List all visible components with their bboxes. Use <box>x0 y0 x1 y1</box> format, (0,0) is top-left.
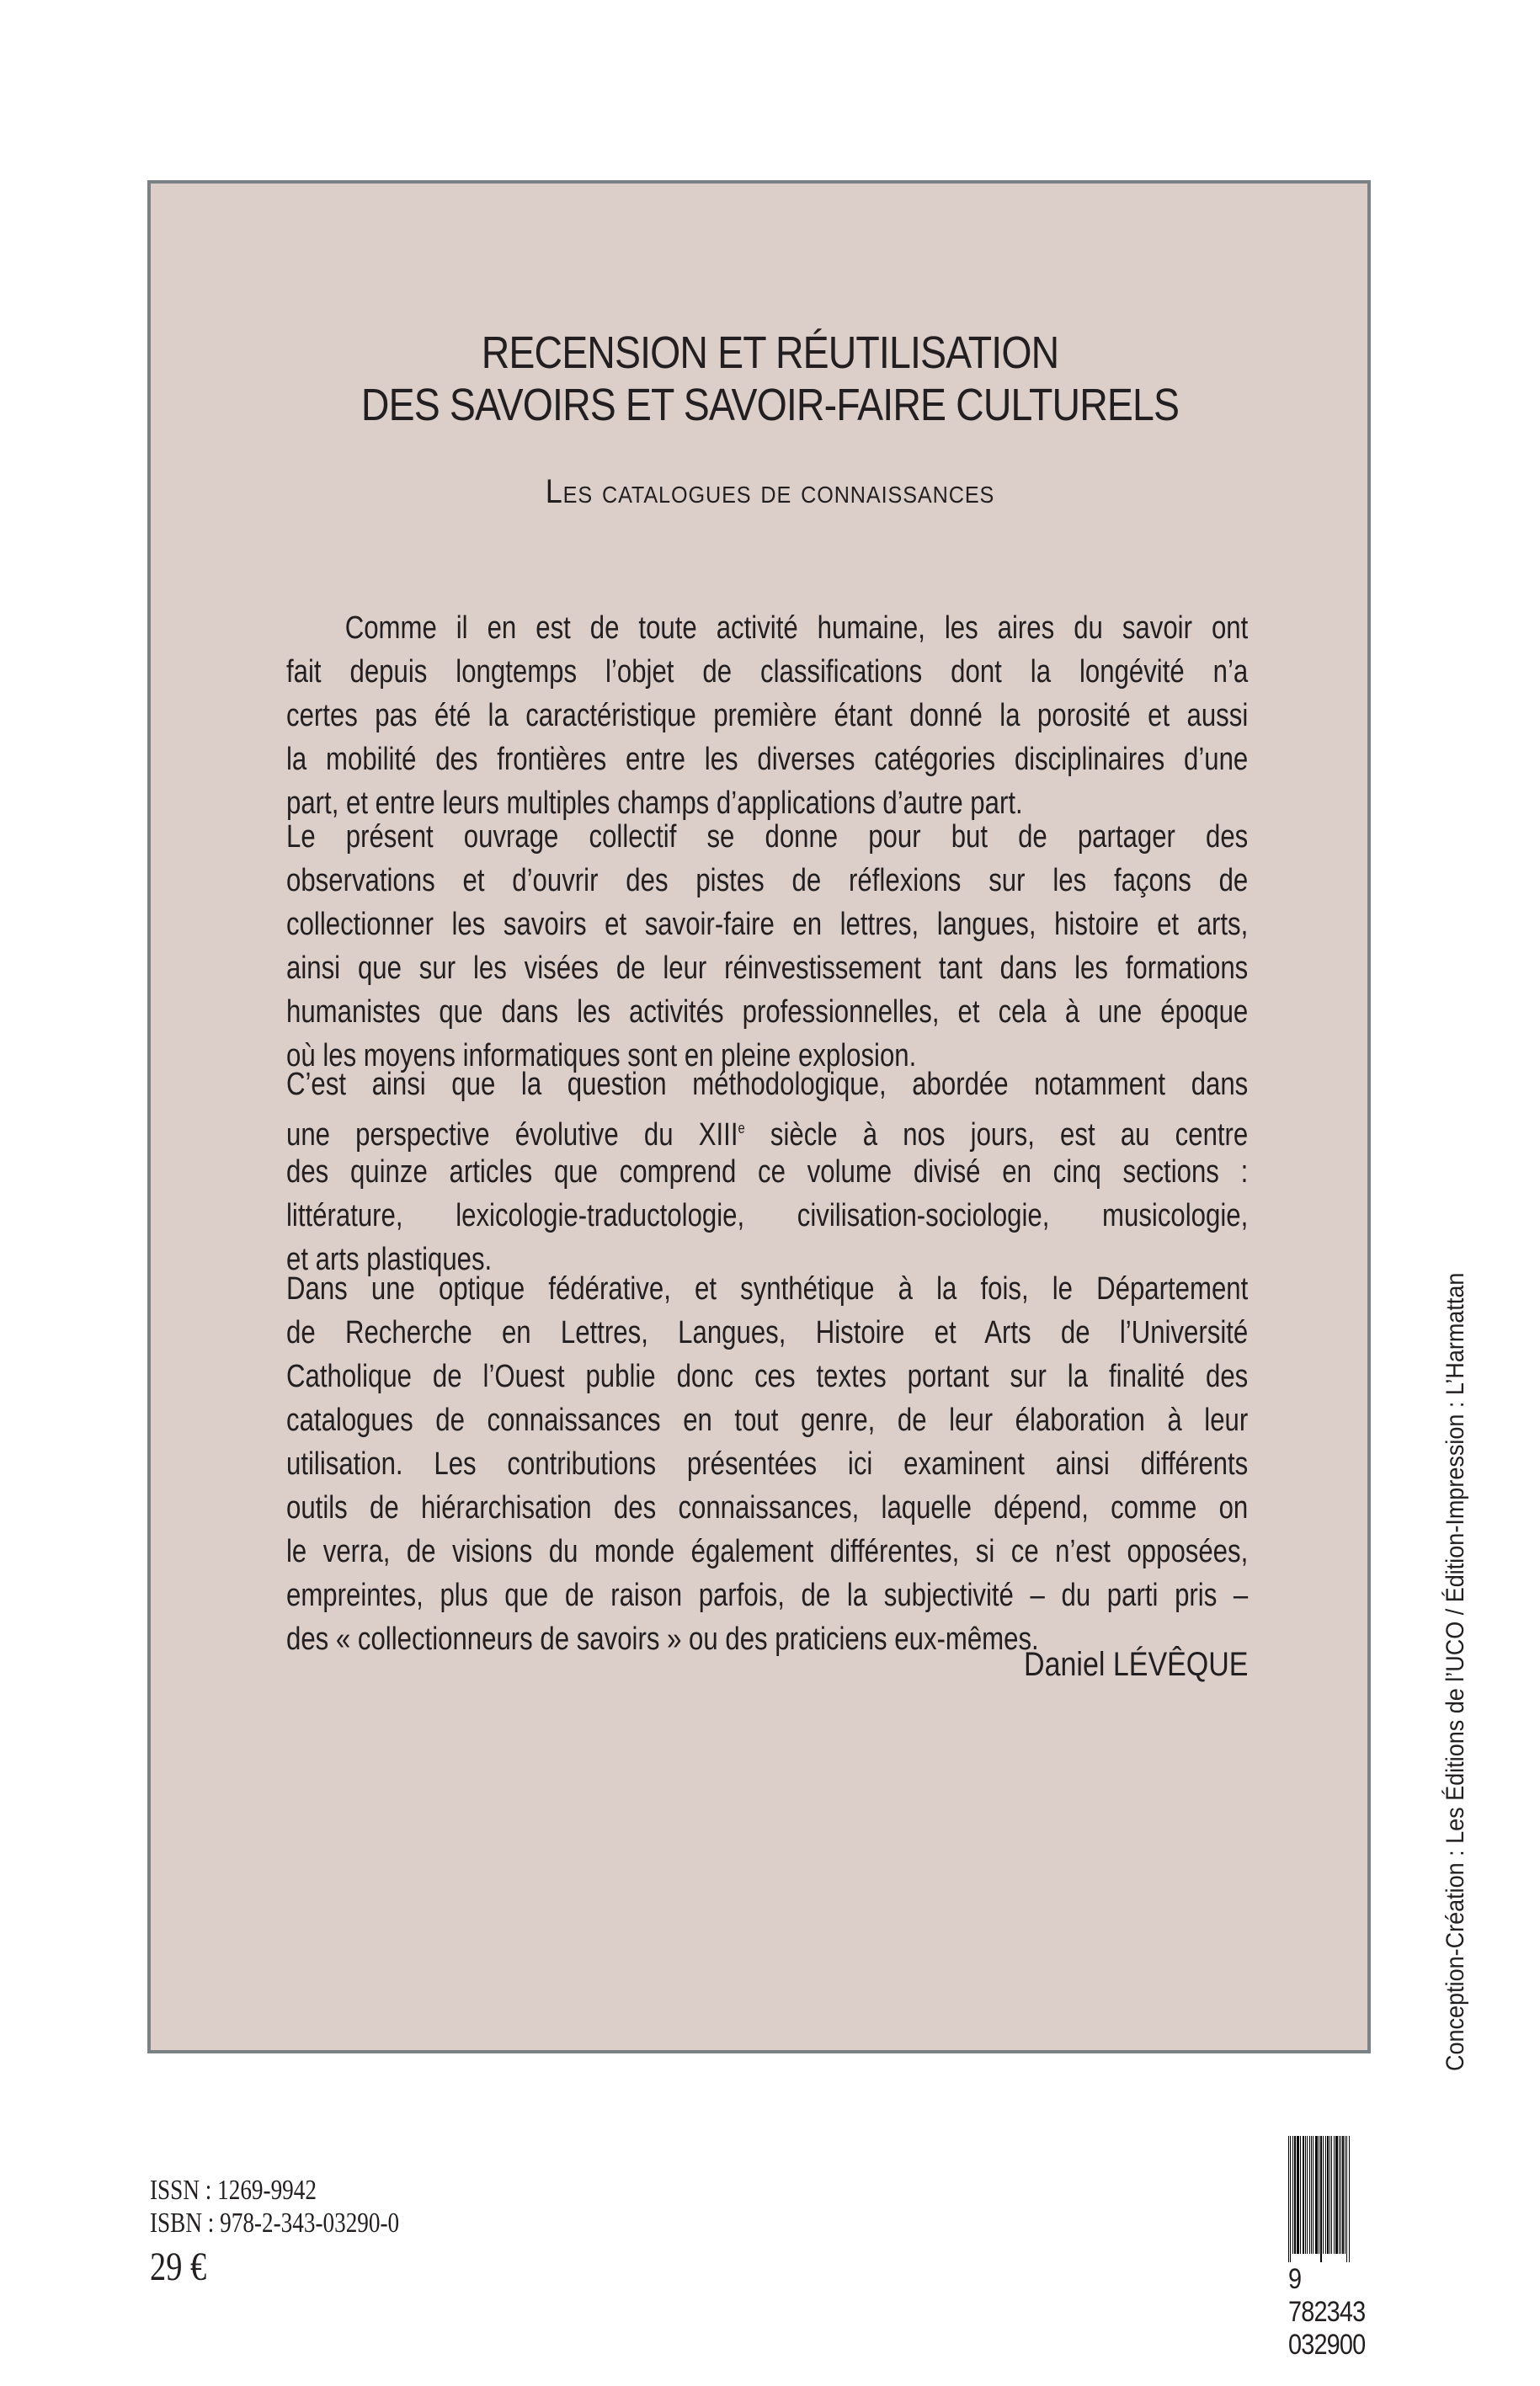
issn: ISSN : 1269-9942 <box>150 2175 317 2206</box>
text-line: Catholique de l’Ouest publie donc ces textes portant sur la finalité des <box>286 1359 1249 1394</box>
text-line: empreintes, plus que de raison parfois, de la subjectivité – du parti pris – <box>286 1578 1249 1613</box>
text-line: littérature, lexicologie-traductologie, civilisation-sociologie, musicologie, <box>286 1198 1249 1233</box>
text-line: collectionner les savoirs et savoir-faire en lettres, langues, histoire et arts, <box>286 907 1249 942</box>
text-line: observations et d’ouvrir des pistes de réflexions sur les façons de <box>286 863 1249 898</box>
barcode <box>1288 2136 1377 2254</box>
text-line: Dans une optique fédérative, et synthétique à la fois, le Département <box>286 1271 1249 1307</box>
text-line: outils de hiérarchisation des connaissances, laquelle dépend, comme on <box>286 1490 1249 1526</box>
text-line: de Recherche en Lettres, Langues, Histoire et Arts de l’Université <box>286 1315 1249 1350</box>
superscript: e <box>738 1120 745 1137</box>
text-line: catalogues de connaissances en tout genre, de leur élaboration à leur <box>286 1403 1249 1438</box>
text-line: Le présent ouvrage collectif se donne pour but de partager des <box>286 819 1249 855</box>
barcode-digits: 9 782343 032900 <box>1288 2263 1366 2361</box>
text-line: part, et entre leurs multiples champs d’applications d’autre part. <box>286 786 1023 821</box>
text-line: des « collectionneurs de savoirs » ou des praticiens eux-mêmes. <box>286 1622 1039 1657</box>
isbn: ISBN : 978-2-343-03290-0 <box>150 2208 400 2239</box>
title-line-1: RECENSION ET RÉUTILISATION <box>481 328 1059 378</box>
text-line: où les moyens informatiques sont en pleine explosion. <box>286 1038 917 1073</box>
paragraph-3 <box>286 1063 1248 1281</box>
paragraph-2 <box>286 815 1248 1078</box>
text-line: ainsi que sur les visées de leur réinvestissement tant dans les formations <box>286 951 1249 986</box>
text-line: utilisation. Les contributions présentées ici examinent ainsi différents <box>286 1446 1249 1482</box>
barcode-bar <box>1349 2136 1350 2262</box>
author-signature: Daniel LÉVÊQUE <box>1023 1646 1248 1683</box>
text-line: le verra, de visions du monde également différentes, si ce n’est opposées, <box>286 1534 1249 1569</box>
paragraph-1 <box>286 606 1248 825</box>
text-line: certes pas été la caractéristique première étant donné la porosité et aussi <box>286 698 1249 733</box>
spine-credit: Conception-Création : Les Éditions de l’UCO / Édition-Impression : L’Harmattan <box>1441 1272 1469 2071</box>
text-line <box>286 1106 1249 1153</box>
text-line: et arts plastiques. <box>286 1242 493 1277</box>
text-line: la mobilité des frontières entre les diverses catégories disciplinaires d’une <box>286 742 1249 777</box>
title-line-2: DES SAVOIRS ET SAVOIR-FAIRE CULTURELS <box>360 380 1180 430</box>
text-line: des quinze articles que comprend ce volume divisé en cinq sections : <box>286 1154 1249 1190</box>
price: 29 € <box>150 2245 207 2289</box>
subtitle: Les catalogues de connaissances <box>545 473 995 510</box>
paragraph-4 <box>286 1267 1248 1661</box>
text-line: Comme il en est de toute activité humaine, les aires du savoir ont <box>344 610 1249 646</box>
text-line: C’est ainsi que la question méthodologique, abordée notamment dans <box>286 1067 1249 1102</box>
text-segment: une perspective évolutive du XIII <box>286 1117 738 1153</box>
text-segment: siècle à nos jours, est au centre <box>744 1117 1249 1153</box>
text-line: humanistes que dans les activités professionnelles, et cela à une époque <box>286 994 1249 1030</box>
text-line: fait depuis longtemps l’objet de classifications dont la longévité n’a <box>286 654 1249 690</box>
